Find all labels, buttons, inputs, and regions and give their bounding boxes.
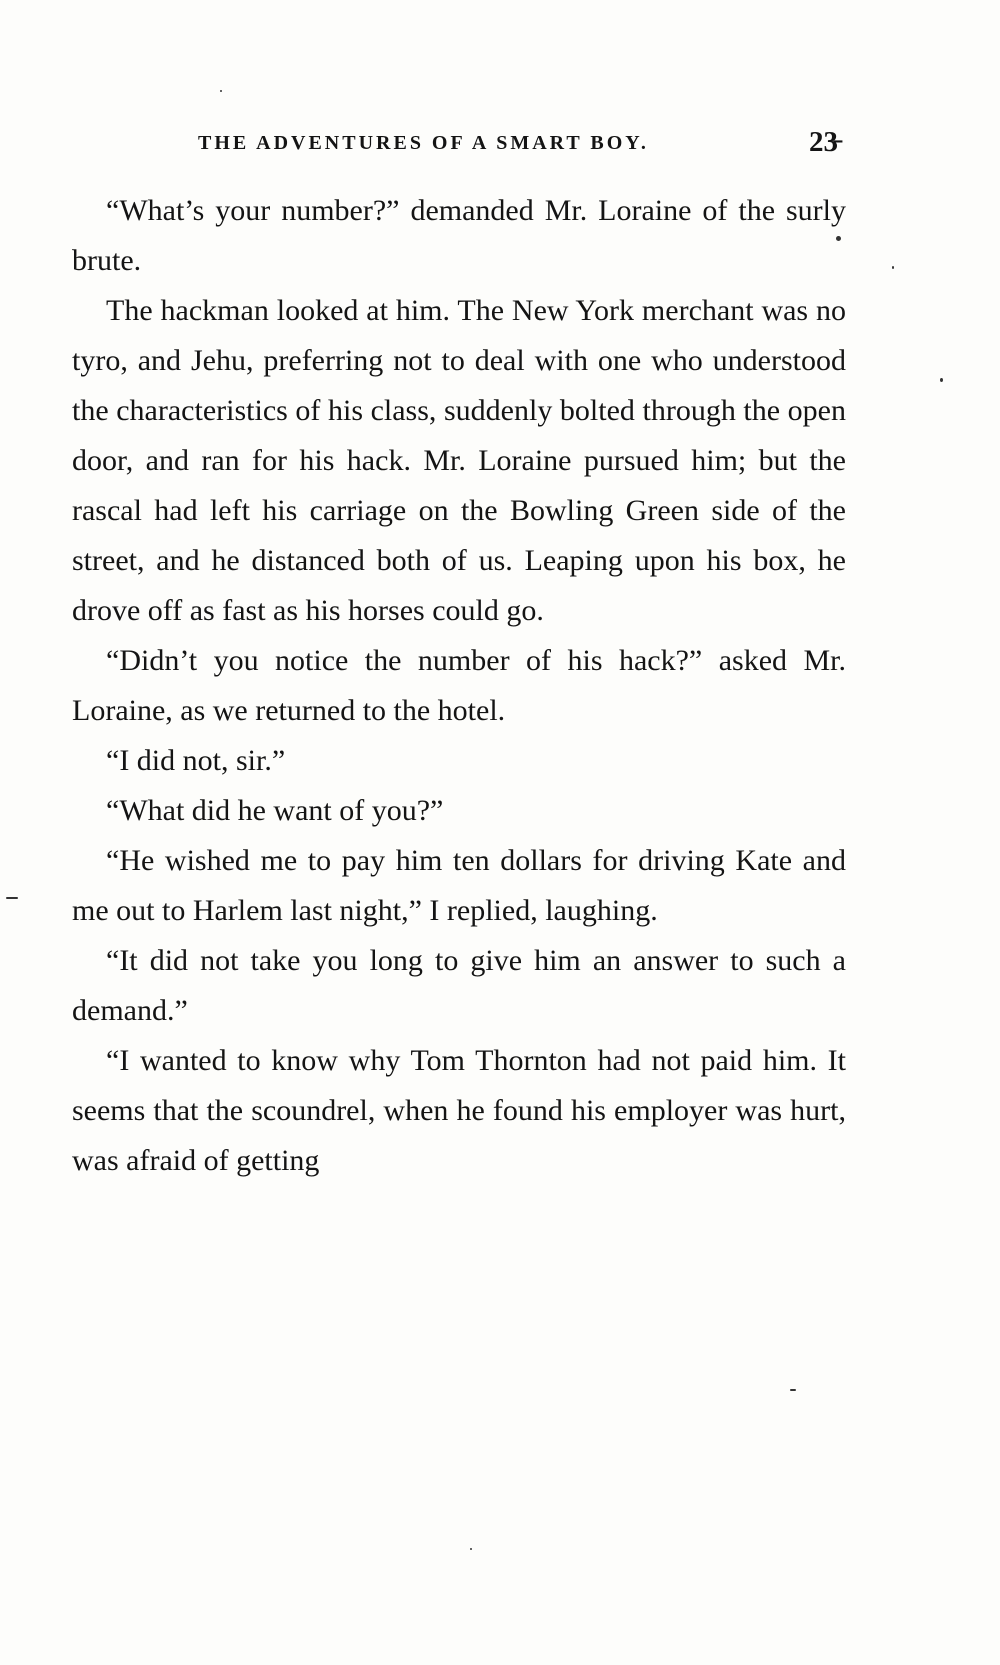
scan-speck: [790, 1389, 796, 1391]
scan-speck: [220, 90, 222, 92]
body-text: [72, 186, 846, 1186]
paragraph: “He wished me to pay him ten dollars for driving Kate and me out to Harlem last night,” I replied, laughing.: [72, 844, 846, 927]
paragraph: “What did he want of you?”: [106, 794, 444, 827]
scan-speck: [892, 266, 894, 269]
scan-speck: [470, 1548, 472, 1550]
running-title: THE ADVENTURES OF A SMART BOY.: [198, 132, 649, 154]
paragraph: The hackman looked at him. The New York merchant was no tyro, and Jehu, preferring not to deal with one who understood the characteristics of his class, suddenly bolted through the open door, and ran for his hack. Mr. Loraine pursued him; but the rascal had left his carriage on the Bowling Green side of the street, and he distanced both of us. Leaping upon his box, he drove off as fast as his horses could go.: [72, 294, 846, 627]
paragraph: “It did not take you long to give him an answer to such a demand.”: [72, 944, 846, 1027]
scan-speck: [940, 378, 943, 382]
paragraph: “What’s your number?” demanded Mr. Loraine of the surly brute.: [72, 194, 846, 277]
paragraph: “I did not, sir.”: [106, 744, 286, 777]
scan-speck: [6, 897, 18, 899]
paragraph: “I wanted to know why Tom Thornton had not paid him. It seems that the scoundrel, when he found his employer was hurt, was afraid of getting: [72, 1044, 846, 1177]
running-head: [198, 128, 838, 168]
paragraph: “Didn’t you notice the number of his hack?” asked Mr. Loraine, as we returned to the hotel.: [72, 644, 846, 727]
scan-speck: [836, 236, 841, 241]
page-number: 23̵: [809, 126, 838, 158]
